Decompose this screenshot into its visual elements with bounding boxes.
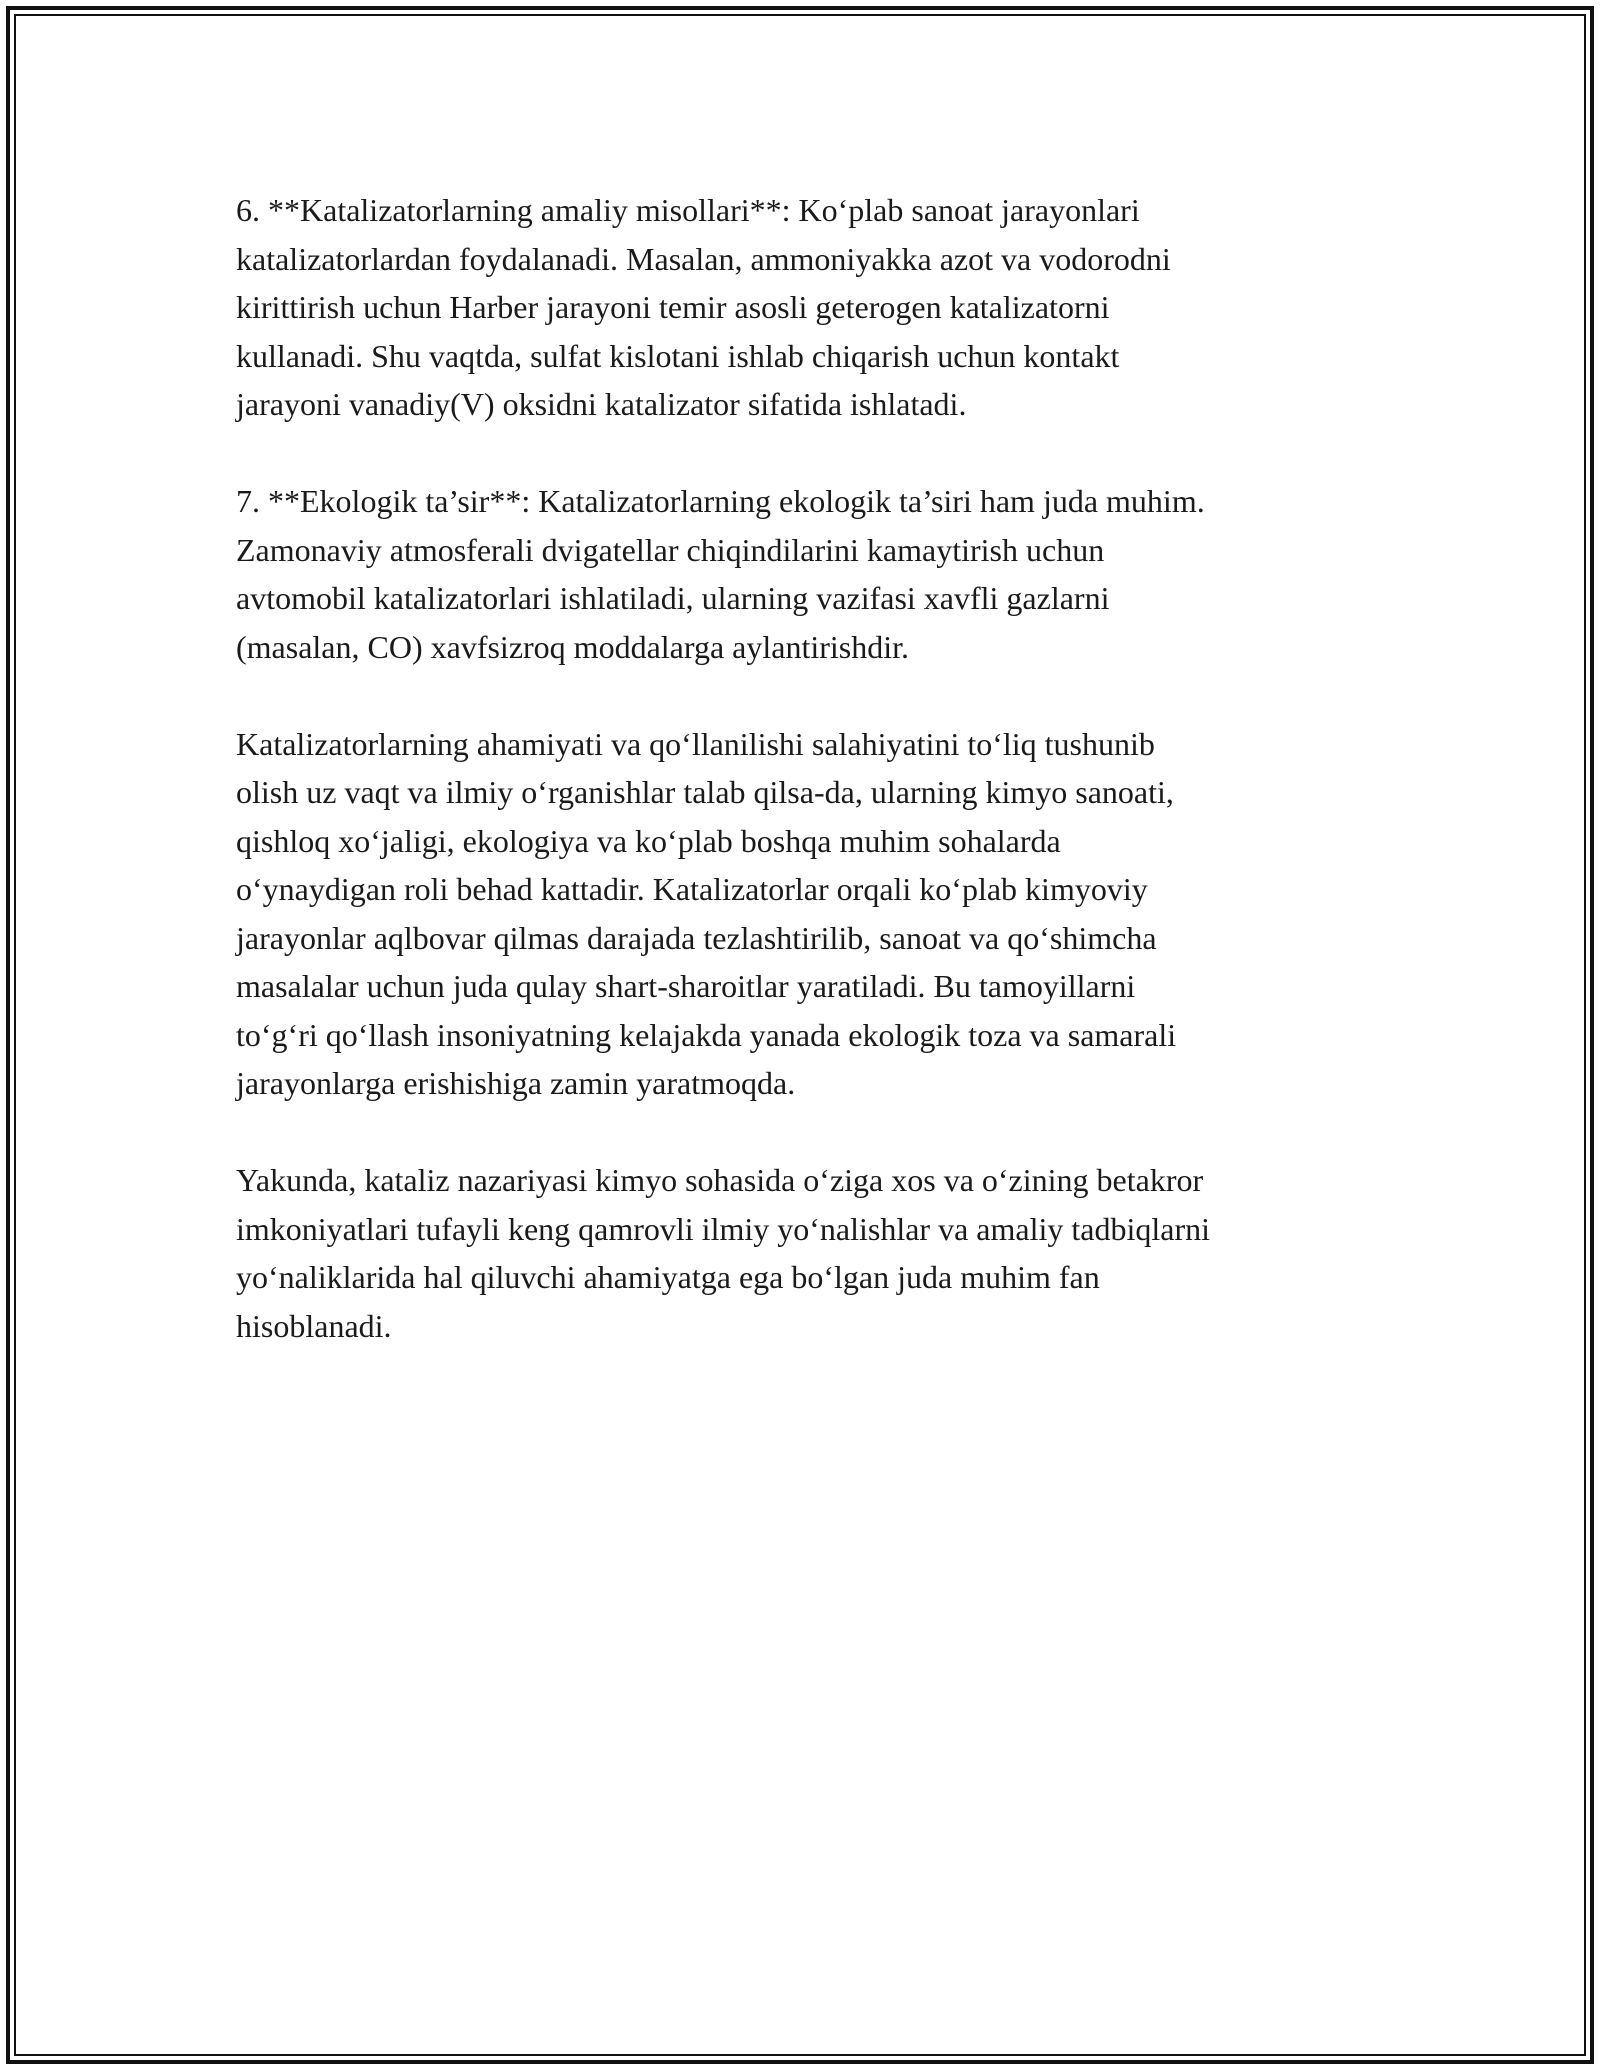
paragraph-catalyst-importance: Katalizatorlarning ahamiyati va qo‘llanilishi salahiyatini to‘liq tushunib olish uz vaqt va ilmiy o‘rganishlar talab qilsa-da, ularning kimyo sanoati, qishloq xo‘jaligi, ekologiya va ko‘plab boshqa muhim sohalarda o‘ynaydigan roli behad kattadir. Katalizatorlar orqali ko‘plab kimyoviy jarayonlar aqlbovar qilmas darajada tezlashtirilib, sanoat va qo‘shimcha masalalar uchun juda qulay shart-sharoitlar yaratiladi. Bu tamoyillarni to‘g‘ri qo‘llash insoniyatning kelajakda yanada ekologik toza va samarali jarayonlarga erishishiga zamin yaratmoqda. — [236, 725, 1177, 1101]
document-body — [236, 186, 1376, 1399]
paragraph-ecological-impact: 7. **Ekologik ta’sir**: Katalizatorlarning ekologik ta’siri ham juda muhim. Zamonaviy atmosferali dvigatellar chiqindilarini kamaytirish uchun avtomobil katalizatorlari ishlatiladi, ularning vazifasi xavfli gazlarni (masalan, CO) xavfsizroq moddalarga aylantirishdir. — [236, 483, 1205, 665]
paragraph-conclusion: Yakunda, kataliz nazariyasi kimyo sohasida o‘ziga xos va o‘zining betakror imkoniyatlari tufayli keng qamrovli ilmiy yo‘nalishlar va amaliy tadbiqlarni yo‘naliklarida hal qiluvchi ahamiyatga ega bo‘lgan juda muhim fan hisoblanadi. — [236, 1162, 1210, 1344]
paragraph-catalyst-examples: 6. **Katalizatorlarning amaliy misollari**: Ko‘plab sanoat jarayonlari katalizatorlardan foydalanadi. Masalan, ammoniyakka azot va vodorodni kirittirish uchun Harber jarayoni temir asosli geterogen katalizatorni kullanadi. Shu vaqtda, sulfat kislotani ishlab chiqarish uchun kontakt jarayoni vanadiy(V) oksidni katalizator sifatida ishlatadi. — [236, 192, 1171, 422]
